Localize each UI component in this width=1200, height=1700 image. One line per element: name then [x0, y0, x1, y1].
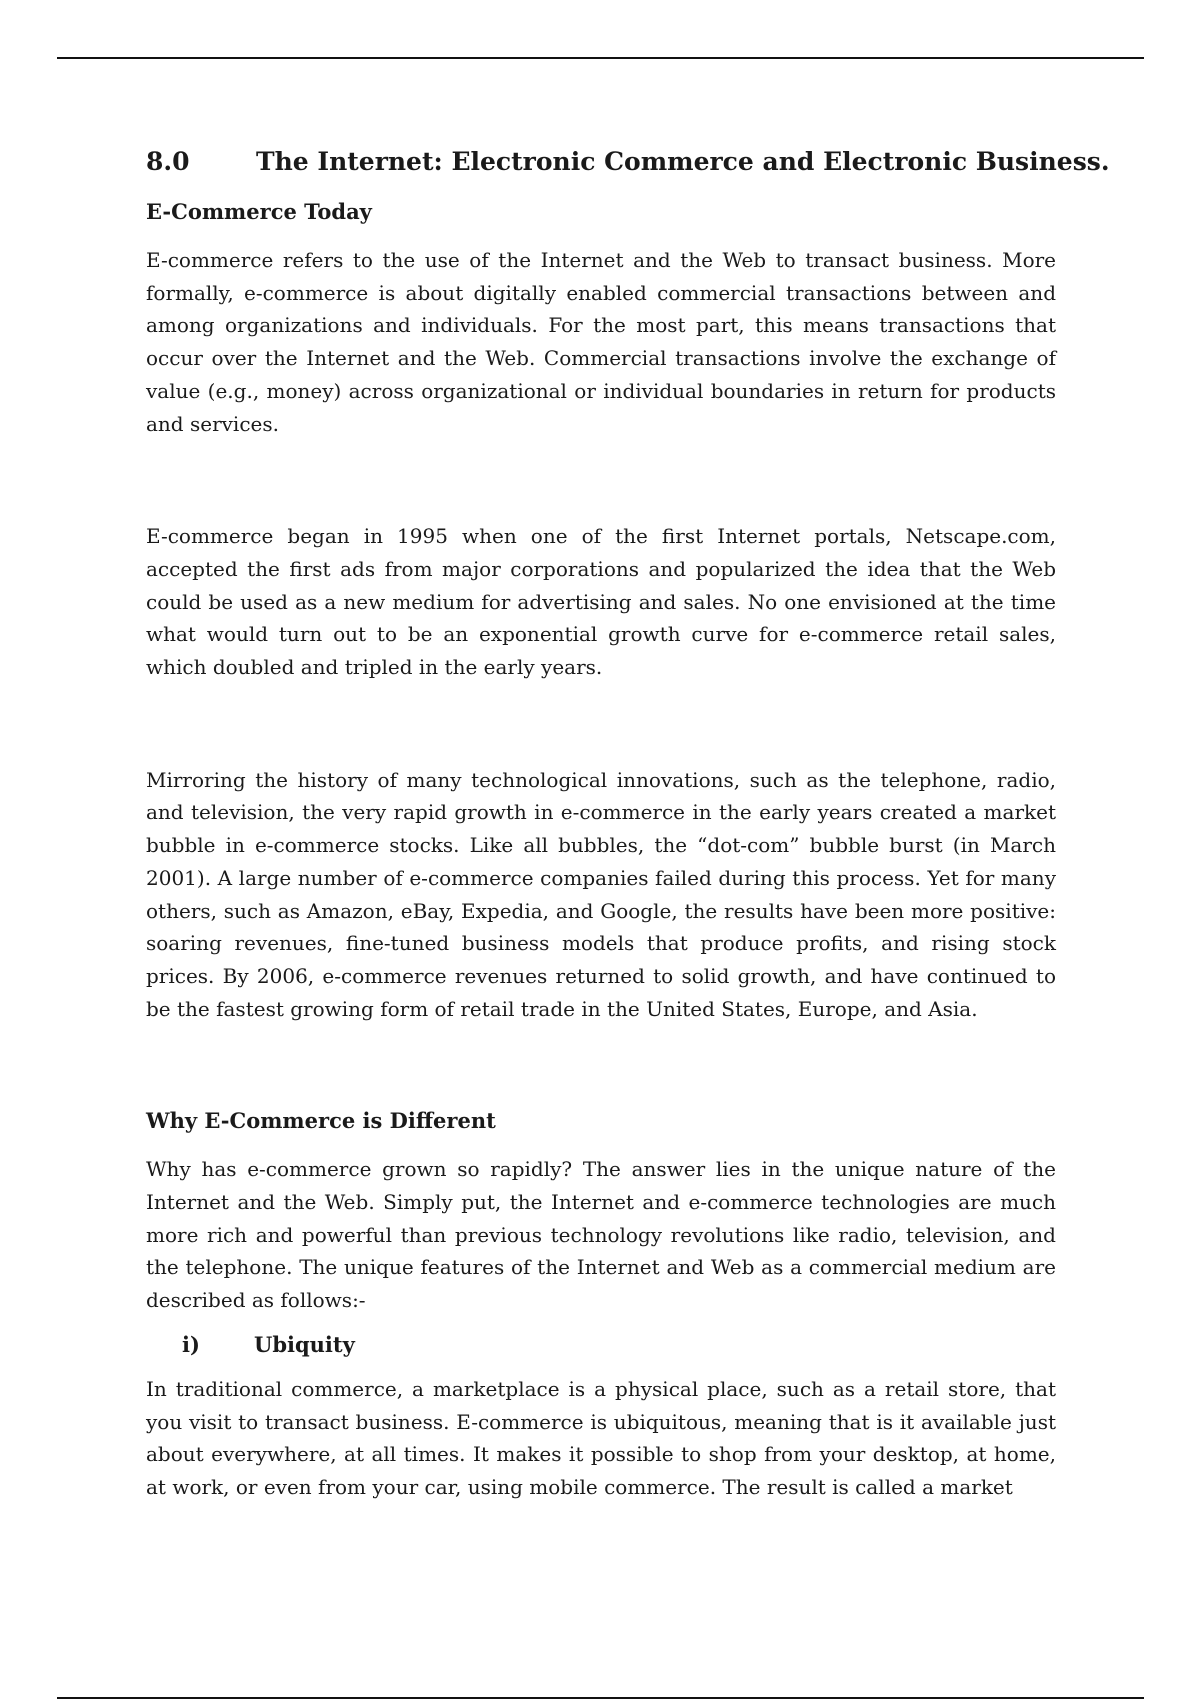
- section-heading-why-different: Why E-Commerce is Different: [146, 1108, 496, 1134]
- list-heading-text: Ubiquity: [254, 1331, 355, 1357]
- list-heading-ubiquity: [146, 1323, 1056, 1367]
- chapter-number: 8.0: [146, 147, 190, 176]
- header-rule: [57, 57, 1144, 59]
- chapter-title: [146, 140, 1110, 184]
- page-content: [146, 140, 1110, 1504]
- paragraph-dotcom-bubble: Mirroring the history of many technological innovations, such as the telephone, radio, and television, the very rapid growth in e-commerce in the early years created a market bubble in e-commerce stocks. Like all bubbles, the “dot-com” bubble burst (in March 2001). A large number of e-commerce companies failed during this process. Yet for many others, such as Amazon, eBay, Expedia, and Google, the results have been more positive: soaring revenues, fine-tuned business models that produce profits, and rising stock prices. By 2006, e-commerce revenues returned to solid growth, and have continued to be the fastest growing form of retail trade in the United States, Europe, and Asia.: [146, 767, 1056, 1021]
- chapter-title-text: The Internet: Electronic Commerce and Electronic Business.: [256, 147, 1110, 176]
- list-number: i): [182, 1331, 200, 1357]
- section-heading-ecommerce-today: E-Commerce Today: [146, 199, 372, 224]
- paragraph-ecommerce-history: E-commerce began in 1995 when one of the first Internet portals, Netscape.com, accepted the first ads from major corporations and popularized the idea that the Web could be used as a new medium for advertising and sales. No one envisioned at the time what would turn out to be an exponential growth curve for e-commerce retail sales, which doubled and tripled in the early years.: [146, 524, 1056, 680]
- paragraph-ubiquity: In traditional commerce, a marketplace is a physical place, such as a retail store, that you visit to transact business. E-commerce is ubiquitous, meaning that is it available just about everywhere, at all times. It makes it possible to shop from your desktop, at home, at work, or even from your car, using mobile commerce. The result is called a market: [146, 1376, 1056, 1499]
- paragraph-ecommerce-definition: E-commerce refers to the use of the Internet and the Web to transact business. More formally, e-commerce is about digitally enabled commercial transactions between and among organizations and individuals. For the most part, this means transactions that occur over the Internet and the Web. Commercial transactions involve the exchange of value (e.g., money) across organizational or individual boundaries in return for products and services.: [146, 248, 1056, 436]
- paragraph-why-different: Why has e-commerce grown so rapidly? The answer lies in the unique nature of the Internet and the Web. Simply put, the Internet and e-commerce technologies are much more rich and powerful than previous technology revolutions like radio, television, and the telephone. The unique features of the Internet and Web as a commercial medium are described as follows:-: [146, 1157, 1056, 1313]
- footer-rule: [57, 1697, 1144, 1699]
